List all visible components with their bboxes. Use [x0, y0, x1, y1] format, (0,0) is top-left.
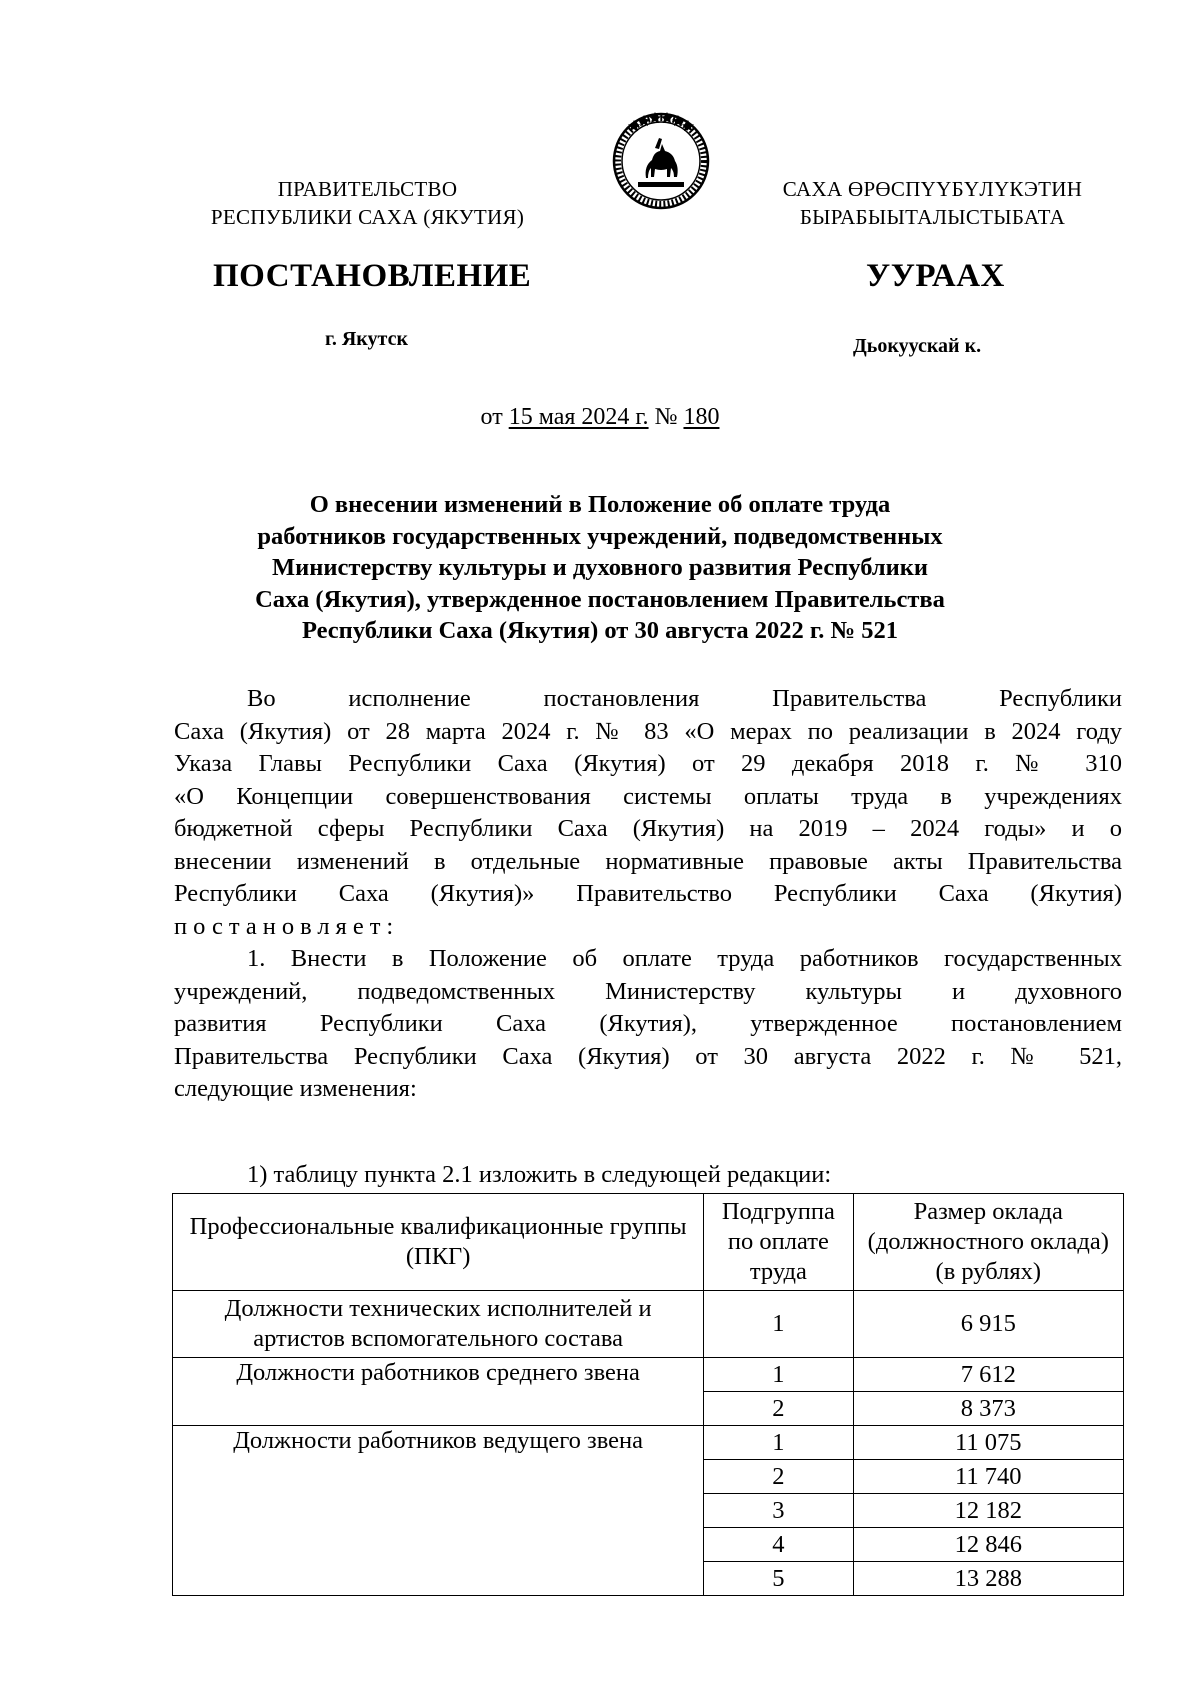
- number-sign: №: [654, 404, 678, 430]
- document-title-ru: ПОСТАНОВЛЕНИЕ: [213, 258, 532, 294]
- government-name-sah: [745, 175, 1120, 231]
- resolution-item-1: [174, 943, 1122, 1106]
- government-name-ru: [175, 175, 560, 231]
- city-sah: Дьокуускай к.: [853, 335, 982, 357]
- body-line: бюджетной сферы Республики Саха (Якутия) на 2019 – 2024 годы» и о: [174, 815, 1122, 842]
- government-name-sah-line1: САХА ӨРӨСПҮҮБҮЛҮКЭТИН: [782, 177, 1083, 201]
- body-line: 1) таблицу пункта 2.1 изложить в следующей редакции:: [247, 1161, 832, 1188]
- subject-line: О внесении изменений в Положение об оплате труда: [309, 491, 891, 518]
- subgroup-cell: 1: [704, 1426, 853, 1460]
- body-line: развития Республики Саха (Якутия), утвержденное постановлением: [174, 1010, 1122, 1037]
- document-number: 180: [683, 404, 720, 430]
- government-name-ru-line1: ПРАВИТЕЛЬСТВО: [277, 177, 458, 201]
- subgroup-cell: 1: [704, 1291, 853, 1358]
- salary-cell: 11 740: [853, 1460, 1123, 1494]
- subject-line: Республики Саха (Якутия) от 30 августа 2022 г. № 521: [301, 617, 899, 644]
- subgroup-cell: 2: [704, 1392, 853, 1426]
- table-row: [173, 1426, 1124, 1460]
- header-subgroup: Подгруппа по оплате труда: [704, 1194, 853, 1291]
- salary-cell: 8 373: [853, 1392, 1123, 1426]
- group-name: Должности работников среднего звена: [173, 1358, 704, 1426]
- group-name: Должности технических исполнителей и артистов вспомогательного состава: [173, 1291, 704, 1358]
- preamble-paragraph: [174, 683, 1122, 943]
- subgroup-cell: 4: [704, 1528, 853, 1562]
- coat-of-arms-sakha-icon: [608, 108, 714, 214]
- salary-cell: 11 075: [853, 1426, 1123, 1460]
- document-subject: [200, 489, 1000, 647]
- salary-cell: 12 846: [853, 1528, 1123, 1562]
- government-name-ru-line2: РЕСПУБЛИКИ САХА (ЯКУТИЯ): [210, 205, 525, 229]
- subgroup-cell: 5: [704, 1562, 853, 1596]
- body-line: учреждений, подведомственных Министерству культуры и духовного: [174, 977, 1122, 1005]
- group-name: Должности работников ведущего звена: [173, 1426, 704, 1596]
- body-line: 1. Внести в Положение об оплате труда работников государственных: [247, 945, 1122, 972]
- salary-cell: 12 182: [853, 1494, 1123, 1528]
- body-line: следующие изменения:: [174, 1075, 417, 1102]
- body-line: внесении изменений в отдельные нормативные правовые акты Правительства: [174, 847, 1122, 875]
- subgroup-cell: 1: [704, 1358, 853, 1392]
- salary-cell: 13 288: [853, 1562, 1123, 1596]
- subject-line: Саха (Якутия), утвержденное постановлением Правительства: [255, 585, 945, 613]
- header-pkg: Профессиональные квалификационные группы (ПКГ): [173, 1194, 704, 1291]
- body-line: «О Концепции совершенствования системы оплаты труда в учреждениях: [174, 782, 1122, 810]
- body-line: Республики Саха (Якутия)» Правительство Республики Саха (Якутия): [174, 880, 1122, 907]
- salary-cell: 6 915: [853, 1291, 1123, 1358]
- body-line: Саха (Якутия) от 28 марта 2024 г. № 83 «О мерах по реализации в 2024 году: [174, 717, 1122, 745]
- date-number-line: [0, 402, 1200, 432]
- body-line: Указа Главы Республики Саха (Якутия) от 29 декабря 2018 г. № 310: [174, 750, 1122, 777]
- city-ru: г. Якутск: [325, 328, 408, 350]
- subgroup-cell: 3: [704, 1494, 853, 1528]
- subgroup-cell: 2: [704, 1460, 853, 1494]
- body-line: Правительства Республики Саха (Якутия) от 30 августа 2022 г. № 521,: [174, 1042, 1122, 1070]
- subject-line: Министерству культуры и духовного развития Республики: [272, 554, 928, 581]
- table-row: [173, 1291, 1124, 1358]
- subject-line: работников государственных учреждений, подведомственных: [257, 522, 943, 550]
- salary-table: [172, 1193, 1124, 1596]
- subitem-1: [174, 1159, 1122, 1192]
- date-prefix: от: [480, 404, 503, 430]
- document-date: 15 мая 2024 г.: [508, 404, 649, 430]
- government-name-sah-line2: БЫРАБЫЫТАЛЫСТЫБАТА: [799, 205, 1066, 229]
- resolves-word: постановляет:: [174, 912, 400, 940]
- body-line: Во исполнение постановления Правительства Республики: [247, 685, 1122, 712]
- salary-cell: 7 612: [853, 1358, 1123, 1392]
- table-row: [173, 1358, 1124, 1392]
- document-title-sah: УУРААХ: [866, 258, 1005, 294]
- header-salary: Размер оклада (должностного оклада) (в рублях): [853, 1194, 1123, 1291]
- table-header-row: [173, 1194, 1124, 1291]
